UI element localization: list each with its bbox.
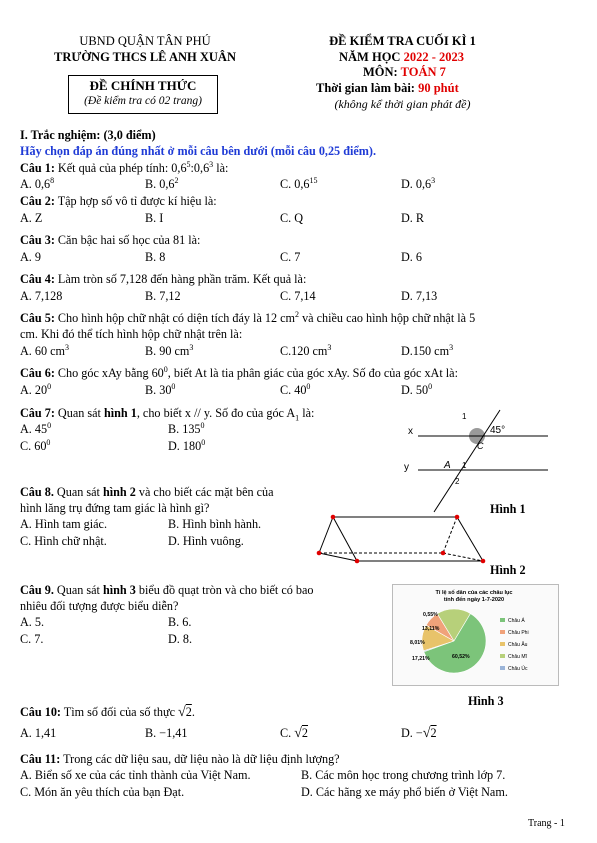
legend-label: Châu Phi bbox=[508, 630, 529, 636]
fig1-label-x: x bbox=[408, 426, 413, 437]
section-title: I. Trắc nghiệm: (3,0 điểm) bbox=[20, 128, 156, 142]
q9-option-b[interactable]: B. 6. bbox=[168, 615, 192, 629]
q11-option-c[interactable]: C. Món ăn yêu thích của bạn Đạt. bbox=[20, 785, 185, 799]
legend-swatch bbox=[500, 666, 505, 670]
time-line bbox=[316, 81, 459, 96]
legend-label: Châu Úc bbox=[508, 666, 528, 672]
pie-legend bbox=[500, 617, 529, 672]
q1-option-a[interactable]: A. $0,6^8$ bbox=[20, 175, 55, 191]
pie-label: 60,52% bbox=[452, 654, 470, 660]
fig1-label-A: A bbox=[444, 460, 451, 471]
q4-option-a[interactable]: A. 7,128 bbox=[20, 289, 63, 303]
fig1-label-2: 2 bbox=[455, 477, 460, 486]
q11-option-d[interactable]: D. Các hãng xe máy phổ biến ở Việt Nam. bbox=[301, 785, 508, 799]
legend-label: Châu Mĩ bbox=[508, 654, 527, 660]
q2-option-d[interactable]: D. R bbox=[401, 211, 425, 225]
q8-option-a[interactable]: A. Hình tam giác. bbox=[20, 517, 107, 531]
q8-option-c[interactable]: C. Hình chữ nhật. bbox=[20, 534, 107, 548]
q11-option-a[interactable]: A. Biển số xe của các tỉnh thành của Việt Nam. bbox=[20, 768, 251, 782]
vertex-dot bbox=[441, 551, 446, 556]
q2-option-a[interactable]: A. Z bbox=[20, 211, 43, 225]
question-1: Câu 1: Kết quả của phép tính: $0,6^5:0,6^3$ là: bbox=[20, 159, 229, 175]
q8-option-d[interactable]: D. Hình vuông. bbox=[168, 534, 244, 548]
figure-3-caption: Hình 3 bbox=[468, 694, 504, 708]
question-5: Câu 5: Cho hình hộp chữ nhật có diện tích đáy là 12 $cm^2$ và chiều cao hình hộp chữ nhật là 5 bbox=[20, 309, 476, 325]
question-8: Câu 8. Quan sát hình 2 và cho biết các mặt bên của bbox=[20, 485, 274, 499]
q3-option-d[interactable]: D. 6 bbox=[401, 250, 422, 264]
time-value: 90 phút bbox=[418, 81, 459, 95]
question-5-line2: cm. Khi đó thể tích hình hộp chữ nhật trên là: bbox=[20, 327, 243, 341]
pie-label: 13,11% bbox=[422, 626, 440, 632]
q4-option-d[interactable]: D. 7,13 bbox=[401, 289, 438, 303]
pie-slices bbox=[422, 609, 486, 673]
time-note: (không kể thời gian phát đề) bbox=[334, 97, 471, 111]
q4-option-b[interactable]: B. 7,12 bbox=[145, 289, 181, 303]
fig1-label-1-top: 1 bbox=[462, 412, 467, 421]
legend-swatch bbox=[500, 630, 505, 634]
school-year-value: 2022 - 2023 bbox=[403, 50, 464, 64]
page-number: Trang - 1 bbox=[528, 818, 565, 829]
fig1-label-y: y bbox=[404, 462, 409, 473]
q3-option-c[interactable]: C. 7 bbox=[280, 250, 301, 264]
q5-option-d[interactable]: D.150 $cm^3$ bbox=[401, 342, 454, 358]
q7-option-d[interactable]: D. $180^0$ bbox=[168, 437, 206, 453]
figure-2-caption: Hình 2 bbox=[490, 563, 526, 577]
q1-text: Kết quả của phép tính: 0,6 bbox=[54, 161, 187, 175]
q6-option-c[interactable]: C. $40^0$ bbox=[280, 381, 311, 397]
q1-option-b[interactable]: B. $0,6^2$ bbox=[145, 175, 179, 191]
pie-label: 17,21% bbox=[412, 656, 430, 662]
vertex-dot bbox=[331, 515, 336, 520]
fig1-label-1: 1 bbox=[462, 461, 467, 470]
pie-label: 0,55% bbox=[423, 612, 438, 618]
legend-label: Châu Âu bbox=[508, 642, 528, 648]
question-4: Câu 4: Làm tròn số 7,128 đến hàng phần trăm. Kết quả là: bbox=[20, 272, 307, 286]
legend-swatch bbox=[500, 642, 505, 646]
question-9: Câu 9. Quan sát hình 3 biểu đồ quạt tròn và cho biết có bao bbox=[20, 583, 314, 597]
section-instruction: Hãy chọn đáp án đúng nhất ở mỗi câu bên dưới (mỗi câu 0,25 điểm). bbox=[20, 144, 377, 158]
subject-label: MÔN: bbox=[363, 65, 401, 79]
pie-title-2: tính đến ngày 1-7-2020 bbox=[443, 597, 505, 603]
subject-value: TOÁN 7 bbox=[400, 65, 446, 79]
q2-option-b[interactable]: B. I bbox=[145, 211, 164, 225]
header-right-line1: ĐỀ KIỂM TRA CUỐI KÌ 1 bbox=[329, 34, 476, 48]
question-2: Câu 2: Tập hợp số vô tỉ được kí hiệu là: bbox=[20, 194, 217, 208]
q10-option-a[interactable]: A. 1,41 bbox=[20, 726, 57, 740]
q4-option-c[interactable]: C. 7,14 bbox=[280, 289, 316, 303]
q1-label: Câu 1: bbox=[20, 161, 55, 175]
q10-option-d[interactable]: D. −√2 bbox=[401, 726, 437, 741]
figure-1-caption: Hình 1 bbox=[490, 502, 526, 516]
pages-note: (Đề kiểm tra có 02 trang) bbox=[84, 95, 202, 107]
fig1-label-45: 45° bbox=[490, 425, 506, 436]
q7-option-b[interactable]: B. $135^0$ bbox=[168, 420, 205, 436]
q8-option-b[interactable]: B. Hình bình hành. bbox=[168, 517, 262, 531]
pie-title-1: Tỉ lệ số dân của các châu lục bbox=[435, 590, 513, 596]
q1-option-d[interactable]: D. $0,6^3$ bbox=[401, 175, 436, 191]
legend-label: Châu Á bbox=[508, 618, 525, 624]
fig1-label-C: C bbox=[477, 441, 484, 451]
header-left-line1: UBND QUẬN TÂN PHÚ bbox=[79, 34, 211, 48]
question-11: Câu 11: Trong các dữ liệu sau, dữ liệu nào là dữ liệu định lượng? bbox=[20, 752, 340, 766]
official-label: ĐỀ CHÍNH THỨC bbox=[89, 78, 197, 93]
q10-option-b[interactable]: B. −1,41 bbox=[145, 726, 188, 740]
question-7: Câu 7: Quan sát hình 1, cho biết x // y. Số đo của góc $A_1$ là: bbox=[20, 406, 315, 423]
q6-option-b[interactable]: B. $30^0$ bbox=[145, 381, 176, 397]
figure-3 bbox=[392, 584, 557, 684]
question-8-line2: hình lăng trụ đứng tam giác là hình gì? bbox=[20, 501, 210, 515]
question-3: Câu 3: Căn bậc hai số học của 81 là: bbox=[20, 233, 201, 247]
q6-option-d[interactable]: D. $50^0$ bbox=[401, 381, 433, 397]
vertex-dot bbox=[317, 551, 322, 556]
pie-label: 8,01% bbox=[410, 640, 425, 646]
q7-option-a[interactable]: A. $45^0$ bbox=[20, 420, 52, 436]
time-label: Thời gian làm bài: bbox=[316, 81, 419, 95]
legend-swatch bbox=[500, 618, 505, 622]
subject bbox=[363, 65, 446, 80]
legend-swatch bbox=[500, 654, 505, 658]
q3-option-b[interactable]: B. 8 bbox=[145, 250, 166, 264]
q5-option-c[interactable]: C.120 $cm^3$ bbox=[280, 342, 332, 358]
q7-option-c[interactable]: C. $60^0$ bbox=[20, 437, 51, 453]
header-left-line2: TRƯỜNG THCS LÊ ANH XUÂN bbox=[54, 50, 236, 64]
question-6: Câu 6: Cho góc xAy bằng $60^0$, biết At là tia phân giác của góc xAy. Số đo của góc xAt là: bbox=[20, 364, 458, 380]
q9-option-a[interactable]: A. 5. bbox=[20, 615, 45, 629]
q1-option-c[interactable]: C. $0,6^{15}$ bbox=[280, 175, 318, 191]
q5-option-a[interactable]: A. 60 $cm^3$ bbox=[20, 342, 70, 358]
vertex-dot bbox=[355, 559, 360, 564]
question-10: Câu 10: Tìm số đối của số thực √2. bbox=[20, 705, 195, 720]
q3-option-a[interactable]: A. 9 bbox=[20, 250, 41, 264]
q6-option-a[interactable]: A. $20^0$ bbox=[20, 381, 52, 397]
school-year-label: NĂM HỌC bbox=[339, 50, 404, 64]
figure-2 bbox=[305, 513, 515, 569]
q10-option-c[interactable]: C. √2 bbox=[280, 726, 309, 741]
q9-option-c[interactable]: C. 7. bbox=[20, 632, 44, 646]
vertex-dot bbox=[481, 559, 486, 564]
q2-option-c[interactable]: C. Q bbox=[280, 211, 304, 225]
q5-option-b[interactable]: B. 90 $cm^3$ bbox=[145, 342, 194, 358]
q9-option-d[interactable]: D. 8. bbox=[168, 632, 193, 646]
vertex-dot bbox=[455, 515, 460, 520]
school-year bbox=[339, 50, 464, 65]
figure-1 bbox=[398, 408, 558, 520]
question-9-line2: nhiêu đối tượng được biểu diễn? bbox=[20, 599, 179, 613]
q11-option-b[interactable]: B. Các môn học trong chương trình lớp 7. bbox=[301, 768, 506, 782]
